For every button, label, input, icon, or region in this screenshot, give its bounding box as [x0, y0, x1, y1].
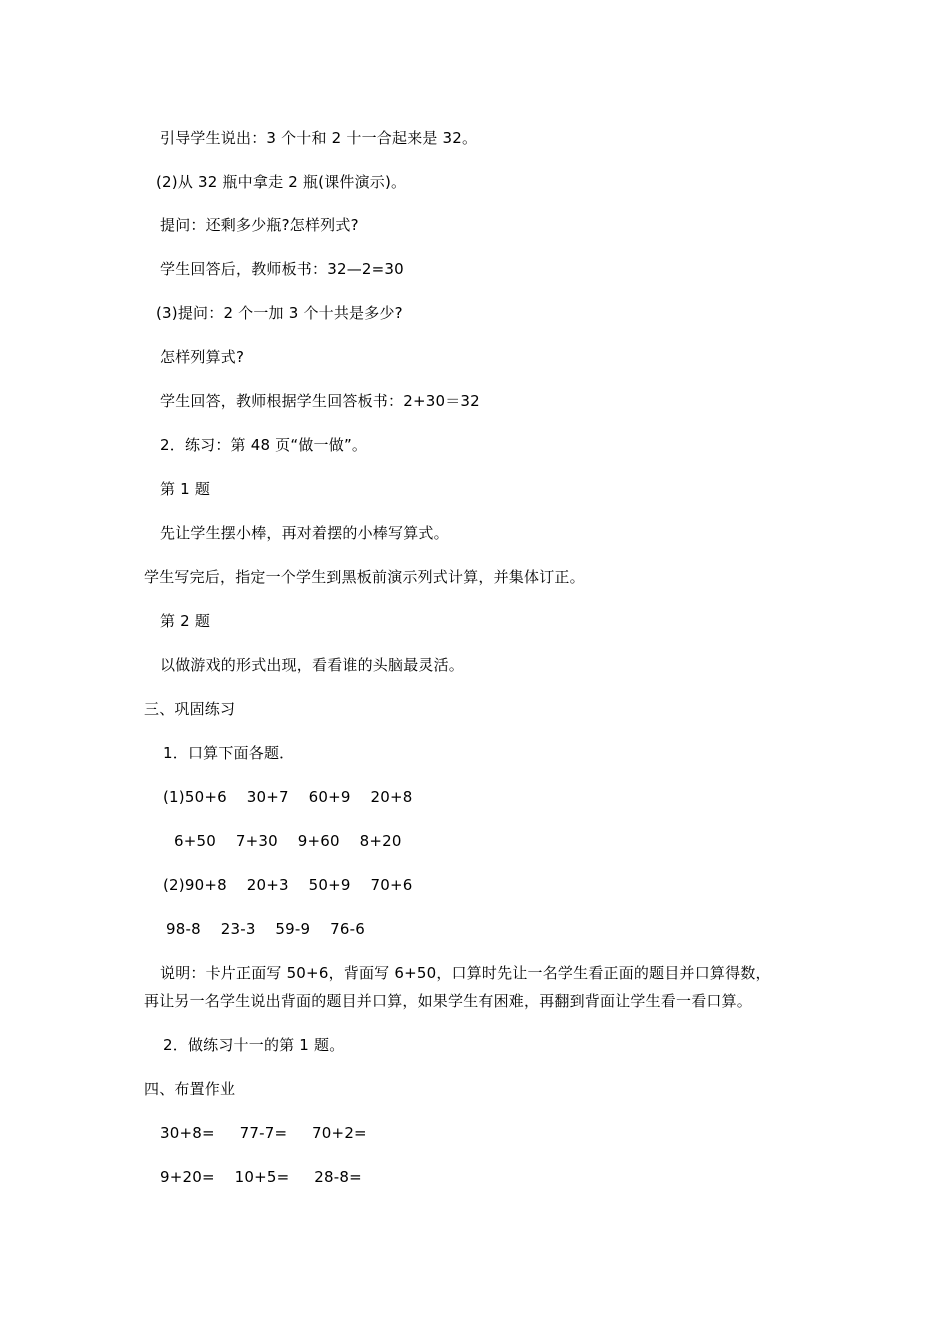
text-line: 学生写完后，指定一个学生到黑板前演示列式计算，并集体订正。	[144, 568, 585, 586]
text-line: 学生回答后，教师板书：32—2=30	[160, 260, 404, 278]
text-line: 9+20= 10+5= 28-8=	[160, 1168, 362, 1186]
text-line: 30+8= 77-7= 70+2=	[160, 1124, 367, 1142]
text-line: (2)90+8 20+3 50+9 70+6	[163, 876, 413, 894]
text-line: 第 1 题	[160, 480, 211, 498]
text-line: 提问：还剩多少瓶?怎样列式?	[160, 216, 359, 234]
text-line: 说明：卡片正面写 50+6，背面写 6+50，口算时先让一名学生看正面的题目并口算得数，	[160, 964, 771, 982]
text-line: 先让学生摆小棒，再对着摆的小棒写算式。	[160, 524, 449, 542]
text-line: 学生回答，教师根据学生回答板书：2+30＝32	[160, 392, 480, 410]
text-line: 98-8 23-3 59-9 76-6	[166, 920, 365, 938]
section-heading: 四、布置作业	[144, 1080, 236, 1098]
text-line: 6+50 7+30 9+60 8+20	[174, 832, 402, 850]
text-line: 1．口算下面各题．	[163, 744, 295, 762]
text-line: 引导学生说出：3 个十和 2 十一合起来是 32。	[160, 129, 478, 147]
text-line: 以做游戏的形式出现，看看谁的头脑最灵活。	[160, 656, 465, 674]
text-line: (3)提问：2 个一加 3 个十共是多少?	[156, 304, 403, 322]
text-line: 怎样列算式?	[160, 348, 245, 366]
text-line: 第 2 题	[160, 612, 211, 630]
text-line: (1)50+6 30+7 60+9 20+8	[163, 788, 413, 806]
text-line: 2．练习：第 48 页“做一做”。	[160, 436, 368, 454]
text-line: (2)从 32 瓶中拿走 2 瓶(课件演示)。	[156, 173, 407, 191]
text-line: 2．做练习十一的第 1 题。	[163, 1036, 345, 1054]
text-line: 再让另一名学生说出背面的题目并口算，如果学生有困难，再翻到背面让学生看一看口算。	[144, 992, 753, 1010]
section-heading: 三、巩固练习	[144, 700, 236, 718]
